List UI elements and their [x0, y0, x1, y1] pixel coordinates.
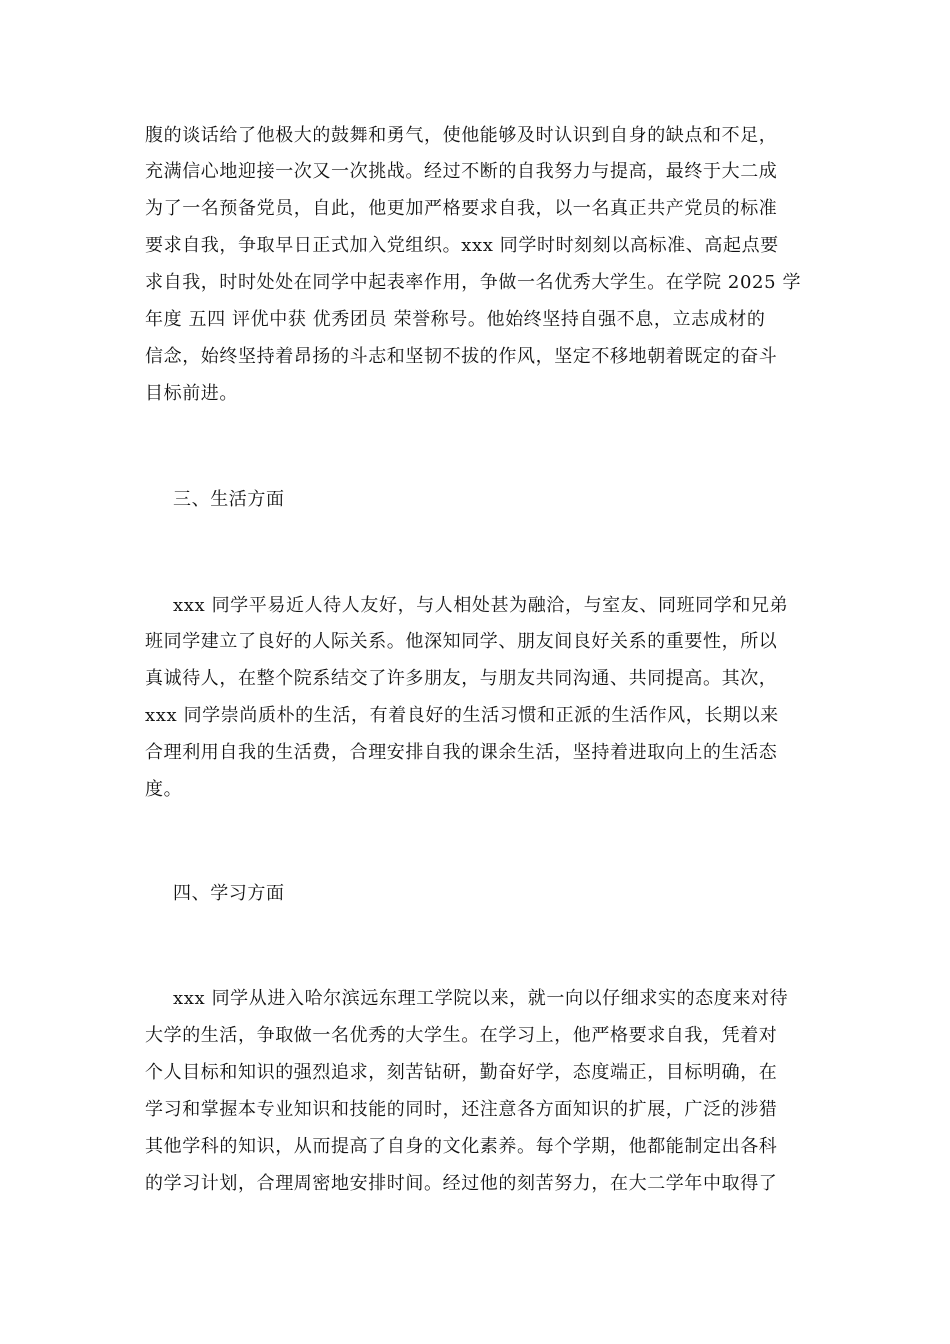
paragraph-1-line-5: 求自我，时时处处在同学中起表率作用，争做一名优秀大学生。在学院 2025 学 — [145, 272, 802, 293]
paragraph-3-line-6: 的学习计划，合理周密地安排时间。经过他的刻苦努力，在大二学年中取得了 — [145, 1173, 778, 1194]
paragraph-2-line-1: xxx 同学平易近人待人友好，与人相处甚为融洽，与室友、同班同学和兄弟 — [173, 595, 789, 616]
paragraph-3-line-3: 个人目标和知识的强烈追求，刻苦钻研，勤奋好学，态度端正，目标明确，在 — [145, 1062, 778, 1083]
paragraph-2-line-5: 合理利用自我的生活费，合理安排自我的课余生活，坚持着进取向上的生活态 — [145, 742, 778, 763]
paragraph-3-line-4: 学习和掌握本专业知识和技能的同时，还注意各方面知识的扩展，广泛的涉猎 — [145, 1099, 778, 1120]
paragraph-2-line-3: 真诚待人，在整个院系结交了许多朋友，与朋友共同沟通、共同提高。其次， — [145, 668, 778, 689]
paragraph-3-line-1: xxx 同学从进入哈尔滨远东理工学院以来，就一向以仔细求实的态度来对待 — [173, 988, 789, 1009]
section-heading-3: 三、生活方面 — [173, 489, 285, 510]
paragraph-1-line-2: 充满信心地迎接一次又一次挑战。经过不断的自我努力与提高，最终于大二成 — [145, 161, 778, 182]
paragraph-1-line-7: 信念，始终坚持着昂扬的斗志和坚韧不拔的作风，坚定不移地朝着既定的奋斗 — [145, 346, 778, 367]
section-heading-4: 四、学习方面 — [173, 883, 285, 904]
paragraph-3-line-5: 其他学科的知识，从而提高了自身的文化素养。每个学期，他都能制定出各科 — [145, 1136, 778, 1157]
paragraph-2-line-4: xxx 同学崇尚质朴的生活，有着良好的生活习惯和正派的生活作风，长期以来 — [145, 705, 779, 726]
paragraph-2-line-2: 班同学建立了良好的人际关系。他深知同学、朋友间良好关系的重要性，所以 — [145, 631, 778, 652]
paragraph-1-line-4: 要求自我，争取早日正式加入党组织。xxx 同学时时刻刻以高标准、高起点要 — [145, 235, 779, 256]
paragraph-2-line-6: 度。 — [145, 779, 183, 800]
paragraph-1-line-3: 为了一名预备党员，自此，他更加严格要求自我，以一名真正共产党员的标准 — [145, 198, 778, 219]
paragraph-1-line-1: 腹的谈话给了他极大的鼓舞和勇气，使他能够及时认识到自身的缺点和不足， — [145, 125, 778, 146]
paragraph-1-line-6: 年度 五四 评优中获 优秀团员 荣誉称号。他始终坚持自强不息，立志成材的 — [145, 309, 766, 330]
paragraph-1-line-8: 目标前进。 — [145, 383, 238, 404]
paragraph-3-line-2: 大学的生活，争取做一名优秀的大学生。在学习上，他严格要求自我，凭着对 — [145, 1025, 778, 1046]
